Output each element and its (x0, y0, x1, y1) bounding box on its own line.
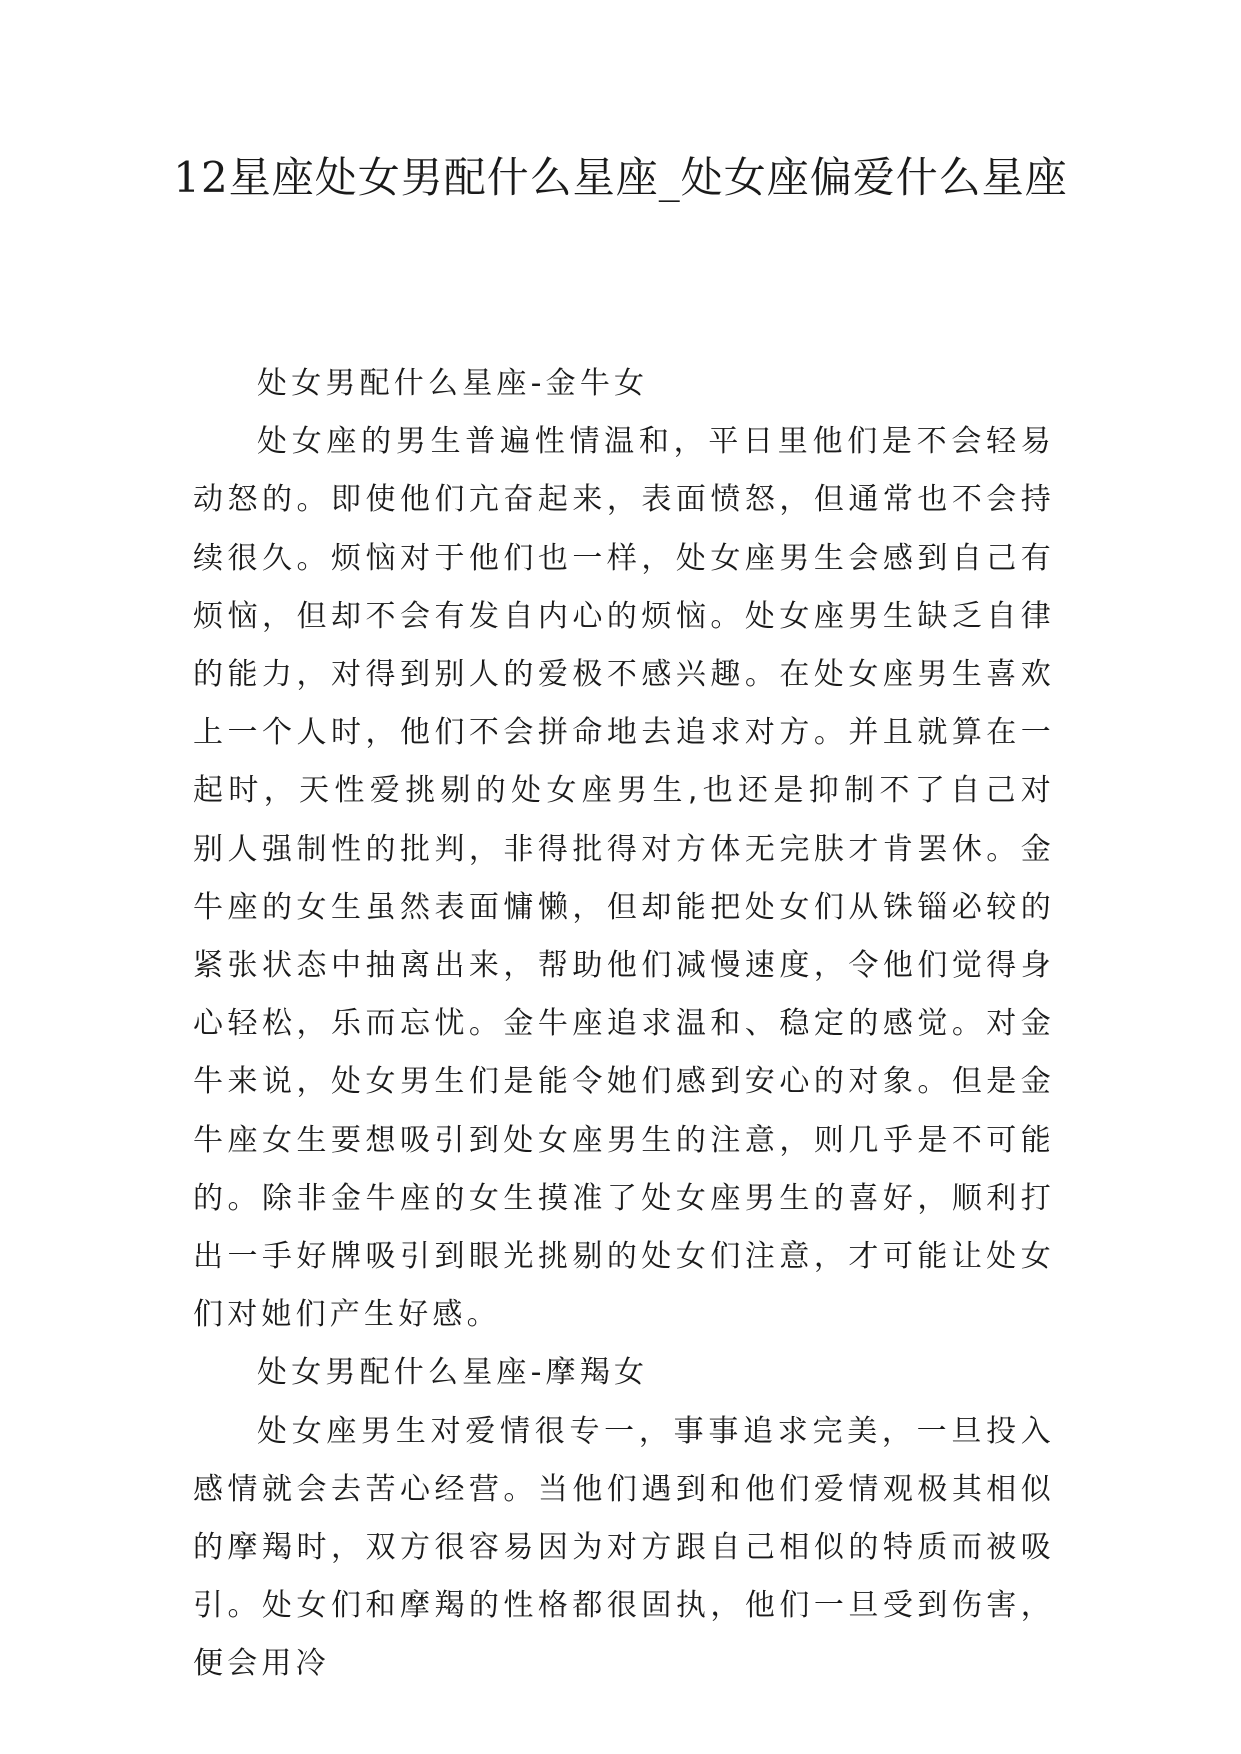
section-heading-capricorn: 处女男配什么星座-摩羯女 (257, 1355, 649, 1391)
section-paragraph-capricorn: 处女座男生对爱情很专一，事事追求完美，一旦投入感情就会去苦心经营。当他们遇到和他们爱情观极其相似的摩羯时，双方很容易因为对方跟自己相似的特质而被吸引。处女们和摩羯的性格都很固执，他们一旦受到伤害，便会用冷 (193, 1413, 1055, 1682)
document-body (193, 355, 1055, 1694)
document-title: 12星座处女男配什么星座_处女座偏爱什么星座 (173, 153, 1068, 202)
section-paragraph-taurus: 处女座的男生普遍性情温和，平日里他们是不会轻易动怒的。即使他们亢奋起来，表面愤怒，但通常也不会持续很久。烦恼对于他们也一样，处女座男生会感到自己有烦恼，但却不会有发自内心的烦恼。处女座男生缺乏自律的能力，对得到别人的爱极不感兴趣。在处女座男生喜欢上一个人时，他们不会拼命地去追求对方。并且就算在一起时，天性爱挑剔的处女座男生,也还是抑制不了自己对别人强制性的批判，非得批得对方体无完肤才肯罢休。金牛座的女生虽然表面慵懒，但却能把处女们从铢锱必较的紧张状态中抽离出来，帮助他们减慢速度，令他们觉得身心轻松，乐而忘忧。金牛座追求温和、稳定的感觉。对金牛来说，处女男生们是能令她们感到安心的对象。但是金牛座女生要想吸引到处女座男生的注意，则几乎是不可能的。除非金牛座的女生摸准了处女座男生的喜好，顺利打出一手好牌吸引到眼光挑剔的处女们注意，才可能让处女们对她们产生好感。 (193, 424, 1055, 1333)
section-heading-taurus: 处女男配什么星座-金牛女 (257, 366, 649, 401)
